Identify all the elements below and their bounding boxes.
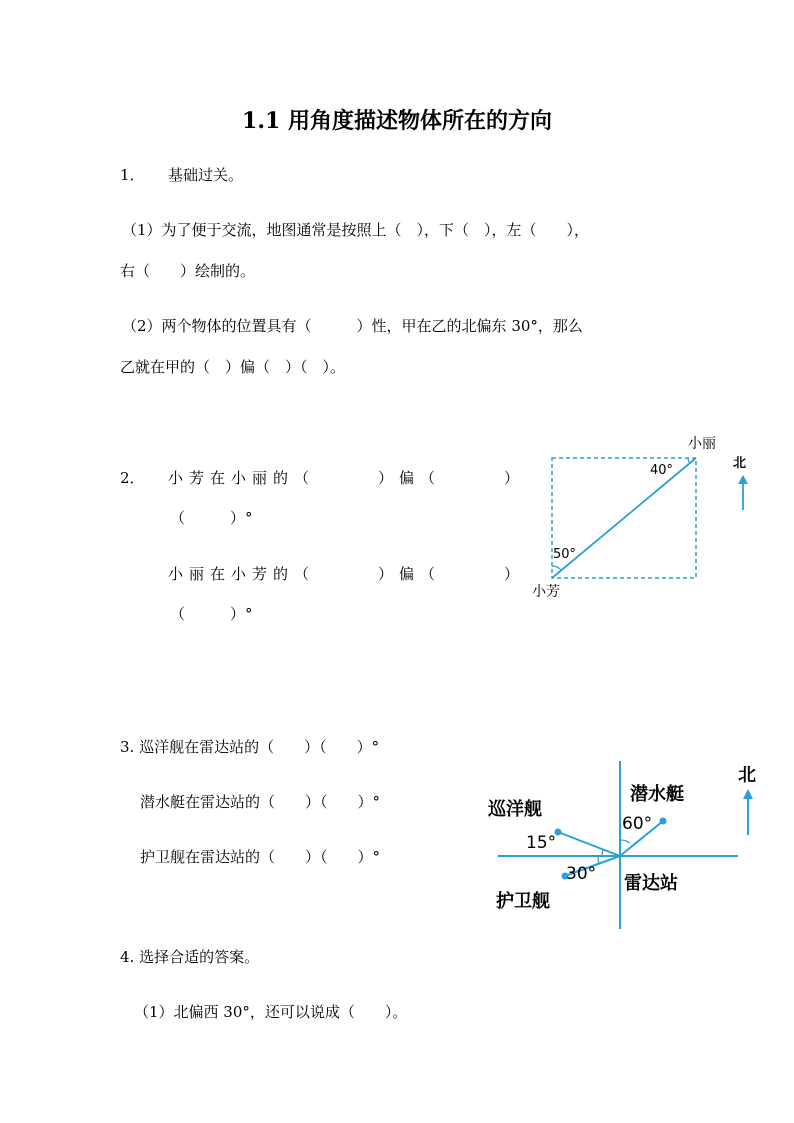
q2-line1b: （ ）° [170, 509, 253, 527]
angle-arc-submarine [620, 840, 630, 843]
label-radar: 雷达站 [624, 873, 678, 894]
label-xiaofang: 小芳 [532, 584, 560, 600]
q1-p2-line1: （2）两个物体的位置具有（ ）性，甲在乙的北偏东 30°，那么 [122, 317, 583, 335]
q2-diagram [520, 420, 770, 610]
angle-label-40: 40° [650, 463, 674, 478]
label-xiaoli: 小丽 [688, 436, 716, 452]
angle-label-60: 60° [622, 814, 653, 834]
q3-diagram [480, 755, 770, 935]
submarine-point [660, 818, 667, 825]
label-frigate: 护卫舰 [496, 891, 550, 912]
q1-heading: 基础过关。 [168, 166, 244, 184]
angle-arc-bottom [552, 566, 561, 570]
north-arrow-icon [738, 475, 748, 510]
q2-line2a: 小丽在小芳的（ ）偏（ ） [168, 565, 526, 583]
q1-number: 1． [120, 166, 145, 184]
angle-label-30: 30° [566, 864, 597, 884]
q2-line1a: 小芳在小丽的（ ）偏（ ） [168, 469, 526, 487]
q3-line3: 护卫舰在雷达站的（ ）（ ）° [140, 848, 381, 866]
q3-line2: 潜水艇在雷达站的（ ）（ ）° [140, 793, 381, 811]
page-title: 1.1 用角度描述物体所在的方向 [242, 108, 552, 134]
angle-arc-frigate [598, 856, 599, 864]
north-arrow-icon [743, 789, 753, 835]
angle-label-50: 50° [553, 547, 577, 562]
q1-p2-line2: 乙就在甲的（ ）偏（ ）（ ）。 [120, 358, 346, 376]
q3-line1: 3. 巡洋舰在雷达站的（ ）（ ）° [120, 738, 380, 756]
q2-number: 2． [120, 469, 145, 487]
q1-p1-line1: （1）为了便于交流，地图通常是按照上（ ），下（ ），左（ ）， [122, 221, 590, 239]
north-label: 北 [733, 456, 747, 471]
q4-heading: 4. 选择合适的答案。 [120, 948, 260, 966]
q1-p1-line2: 右（ ）绘制的。 [120, 262, 256, 280]
north-label: 北 [738, 765, 756, 786]
label-submarine: 潜水艇 [630, 784, 684, 805]
q4-item1: （1）北偏西 30°，还可以说成（ ）。 [134, 1003, 408, 1021]
cruiser-ray [558, 832, 620, 856]
label-cruiser: 巡洋舰 [488, 799, 542, 820]
q2-line2b: （ ）° [170, 605, 253, 623]
angle-label-15: 15° [526, 833, 557, 853]
